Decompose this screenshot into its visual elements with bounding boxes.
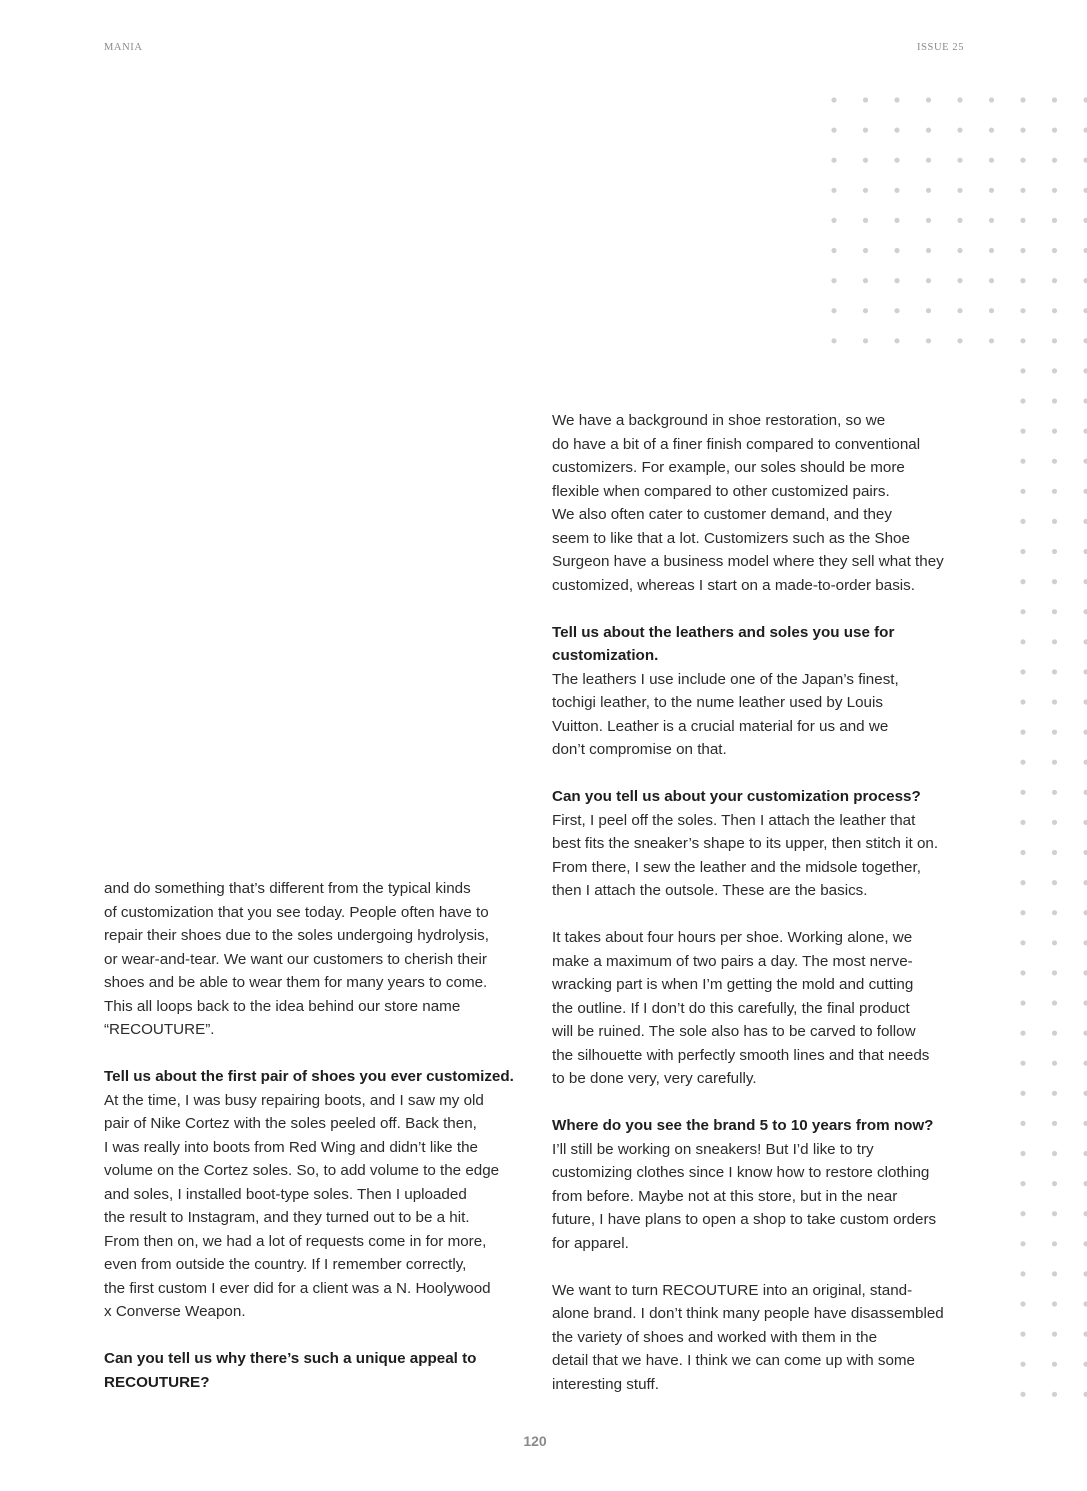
grid-dot [1052,1271,1057,1276]
grid-dot [1083,398,1087,403]
grid-dot [1052,97,1057,102]
grid-dot [1052,1031,1057,1036]
grid-dot [1083,880,1087,885]
grid-dot [1020,609,1025,614]
grid-dot [894,128,899,133]
grid-dot [926,338,931,343]
grid-dot [1083,1031,1087,1036]
grid-dot [1083,669,1087,674]
grid-dot [1052,1241,1057,1246]
grid-dot [1052,1211,1057,1216]
grid-dot [1052,278,1057,283]
grid-dot [1052,549,1057,554]
grid-dot [989,308,994,313]
grid-dot [957,188,962,193]
grid-dot [1083,549,1087,554]
grid-dot [1052,338,1057,343]
grid-dot [1052,970,1057,975]
grid-dot [863,188,868,193]
grid-dot [989,128,994,133]
grid-dot [1083,1121,1087,1126]
grid-dot [1083,910,1087,915]
grid-dot [926,218,931,223]
grid-dot [894,308,899,313]
grid-dot [1083,609,1087,614]
grid-dot [1052,398,1057,403]
grid-dot [989,338,994,343]
grid-dot [926,248,931,253]
grid-dot [957,278,962,283]
grid-dot [1020,790,1025,795]
grid-dot [989,248,994,253]
grid-dot [863,158,868,163]
grid-dot [1083,1000,1087,1005]
grid-dot [926,158,931,163]
interview-answer: The leathers I use include one of the Japan’s finest, tochigi leather, to the nume leather used by Louis Vuitton. Leather is a crucial material for us and we don’t compromise on that. [552,670,899,758]
grid-dot [957,308,962,313]
grid-dot [1020,1061,1025,1066]
grid-dot [863,338,868,343]
interview-answer: It takes about four hours per shoe. Working alone, we make a maximum of two pairs a day. The most nerve- wracking part is when I’m getting the mold and cutting the outline. If I don’t do this carefully, the final product will be ruined. The sole also has to be carved to follow the silhouette with perfectly smooth lines and that needs to be done very, very carefully. [552,929,930,1087]
interview-answer: At the time, I was busy repairing boots, and I saw my old pair of Nike Cortez with the soles peeled off. Back then, I was really into boots from Red Wing and didn’t like the volume on the Cortez soles. So, to add volume to the edge and soles, I installed boot-type soles. Then I uploaded the result to Instagram, and they turned out to be a hit. From then on, we had a lot of requests come in for more, even from outside the country. If I remember correctly, the first custom I ever did for a client was a N. Hoolywood x Converse Weapon. [104,1091,500,1320]
interview-question: Can you tell us why there’s such a unique appeal to RECOUTURE? [104,1350,477,1391]
grid-dot [1020,1181,1025,1186]
grid-dot [989,278,994,283]
grid-dot [1052,1332,1057,1337]
grid-dot [894,158,899,163]
grid-dot [1083,1181,1087,1186]
grid-dot [831,158,836,163]
publication-name: MANIA [104,42,143,53]
grid-dot [1052,1000,1057,1005]
grid-dot [1083,1091,1087,1096]
grid-dot [1020,639,1025,644]
grid-dot [926,128,931,133]
grid-dot [1083,1392,1087,1397]
grid-dot [989,188,994,193]
grid-dot [926,308,931,313]
interview-answer: First, I peel off the soles. Then I attach the leather that best fits the sneaker’s shape to its upper, then stitch it on. From there, I sew the leather and the midsole together, then I attach the outsole. These are the basics. [552,811,939,899]
interview-question: Tell us about the leathers and soles you use for customization. [552,623,895,664]
grid-dot [1020,368,1025,373]
grid-dot [1083,218,1087,223]
grid-dot [1052,639,1057,644]
interview-question: Tell us about the first pair of shoes you ever customized. [104,1068,514,1085]
grid-dot [1020,1332,1025,1337]
grid-dot [1052,459,1057,464]
page-number: 120 [523,1433,547,1449]
grid-dot [1052,880,1057,885]
grid-dot [1020,1031,1025,1036]
grid-dot [894,338,899,343]
grid-dot [894,278,899,283]
grid-dot [1020,519,1025,524]
interview-question: Where do you see the brand 5 to 10 years from now? [552,1117,934,1134]
left-column [104,877,524,1394]
grid-dot [1020,1211,1025,1216]
grid-dot [1083,248,1087,253]
grid-dot [1020,218,1025,223]
grid-dot [1020,760,1025,765]
grid-dot [1052,940,1057,945]
grid-dot [957,338,962,343]
grid-dot [1083,1061,1087,1066]
grid-dot [831,278,836,283]
grid-dot [1083,940,1087,945]
grid-dot [1083,368,1087,373]
grid-dot [1052,188,1057,193]
grid-dot [1083,158,1087,163]
grid-dot [1020,248,1025,253]
grid-dot [1020,1091,1025,1096]
grid-dot [1020,730,1025,735]
grid-dot [1083,639,1087,644]
grid-dot [1052,1061,1057,1066]
grid-dot [1052,910,1057,915]
body-paragraph: and do something that’s different from the typical kinds of customization that you see today. People often have to repair their shoes due to the soles undergoing hydrolysis, or wear-and-tear. We want our customers to cherish their shoes and be able to wear them for many years to come. This all loops back to the idea behind our store name “RECOUTURE”. [104,880,489,1038]
grid-dot [1083,699,1087,704]
grid-dot [1020,1271,1025,1276]
grid-dot [1052,519,1057,524]
grid-dot [1052,1392,1057,1397]
grid-dot [831,97,836,102]
grid-dot [926,278,931,283]
grid-dot [1020,699,1025,704]
grid-dot [1020,158,1025,163]
grid-dot [831,128,836,133]
grid-dot [989,218,994,223]
grid-dot [1052,368,1057,373]
grid-dot [894,248,899,253]
grid-dot [1020,549,1025,554]
grid-dot [1083,1241,1087,1246]
grid-dot [1020,850,1025,855]
grid-dot [1083,188,1087,193]
grid-dot [1052,429,1057,434]
grid-dot [1020,429,1025,434]
grid-dot [863,218,868,223]
interview-answer: We have a background in shoe restoration, so we do have a bit of a finer finish compared to conventional customizers. For example, our soles should be more flexible when compared to other customized pairs. We also often cater to customer demand, and they seem to like that a lot. Customizers such as the Shoe Surgeon have a business model where they sell what they customized, whereas I start on a made-to-order basis. [552,412,944,594]
grid-dot [1020,669,1025,674]
grid-dot [1052,820,1057,825]
interview-answer: We want to turn RECOUTURE into an original, stand- alone brand. I don’t think many people have disassembled the variety of shoes and worked with them in the detail that we have. I think we can come up with some interesting stuff. [552,1281,944,1393]
grid-dot [1052,128,1057,133]
grid-dot [1083,97,1087,102]
grid-dot [1020,820,1025,825]
grid-dot [989,97,994,102]
grid-dot [831,308,836,313]
right-column [552,409,972,1396]
grid-dot [894,218,899,223]
grid-dot [1052,1091,1057,1096]
grid-dot [957,158,962,163]
grid-dot [1083,1332,1087,1337]
grid-dot [1020,459,1025,464]
grid-dot [1083,760,1087,765]
grid-dot [1020,910,1025,915]
grid-dot [831,188,836,193]
grid-dot [1083,128,1087,133]
grid-dot [1052,218,1057,223]
grid-dot [831,338,836,343]
grid-dot [1020,398,1025,403]
grid-dot [1020,1241,1025,1246]
grid-dot [1020,338,1025,343]
grid-dot [957,248,962,253]
grid-dot [863,248,868,253]
grid-dot [957,218,962,223]
grid-dot [863,97,868,102]
interview-answer: I’ll still be working on sneakers! But I’d like to try customizing clothes since I know how to restore clothing from before. Maybe not at this store, but in the near future, I have plans to open a shop to take custom orders for apparel. [552,1140,937,1252]
grid-dot [1020,1000,1025,1005]
grid-dot [1020,970,1025,975]
grid-dot [1020,1151,1025,1156]
grid-dot [1083,459,1087,464]
grid-dot [1083,519,1087,524]
grid-dot [1052,699,1057,704]
grid-dot [989,158,994,163]
grid-dot [1052,1362,1057,1367]
grid-dot [1020,188,1025,193]
grid-dot [926,97,931,102]
grid-dot [1052,669,1057,674]
grid-dot [1083,790,1087,795]
grid-dot [1020,97,1025,102]
grid-dot [1020,308,1025,313]
grid-dot [1083,730,1087,735]
interview-question: Can you tell us about your customization process? [552,788,921,805]
grid-dot [957,97,962,102]
grid-dot [894,97,899,102]
grid-dot [1020,1121,1025,1126]
grid-dot [1052,1181,1057,1186]
grid-dot [1083,850,1087,855]
grid-dot [1083,308,1087,313]
grid-dot [1020,128,1025,133]
grid-dot [1052,760,1057,765]
grid-dot [894,188,899,193]
grid-dot [1052,489,1057,494]
grid-dot [1020,880,1025,885]
grid-dot [1083,278,1087,283]
grid-dot [1020,1301,1025,1306]
grid-dot [1052,609,1057,614]
grid-dot [831,218,836,223]
grid-dot [1052,850,1057,855]
grid-dot [1052,1151,1057,1156]
grid-dot [1083,429,1087,434]
grid-dot [863,308,868,313]
grid-dot [1083,338,1087,343]
grid-dot [1083,489,1087,494]
grid-dot [1083,1211,1087,1216]
grid-dot [957,128,962,133]
issue-number: ISSUE 25 [917,42,965,53]
grid-dot [1020,278,1025,283]
grid-dot [863,278,868,283]
grid-dot [1052,1121,1057,1126]
grid-dot [1083,579,1087,584]
grid-dot [863,128,868,133]
grid-dot [1020,1362,1025,1367]
grid-dot [1020,489,1025,494]
grid-dot [1083,970,1087,975]
grid-dot [1083,820,1087,825]
grid-dot [1052,1301,1057,1306]
grid-dot [926,188,931,193]
grid-dot [831,248,836,253]
grid-dot [1052,248,1057,253]
grid-dot [1052,308,1057,313]
grid-dot [1020,579,1025,584]
grid-dot [1083,1362,1087,1367]
grid-dot [1052,158,1057,163]
grid-dot [1052,790,1057,795]
grid-dot [1083,1271,1087,1276]
grid-dot [1052,730,1057,735]
grid-dot [1083,1151,1087,1156]
grid-dot [1020,940,1025,945]
grid-dot [1083,1301,1087,1306]
grid-dot [1020,1392,1025,1397]
grid-dot [1052,579,1057,584]
